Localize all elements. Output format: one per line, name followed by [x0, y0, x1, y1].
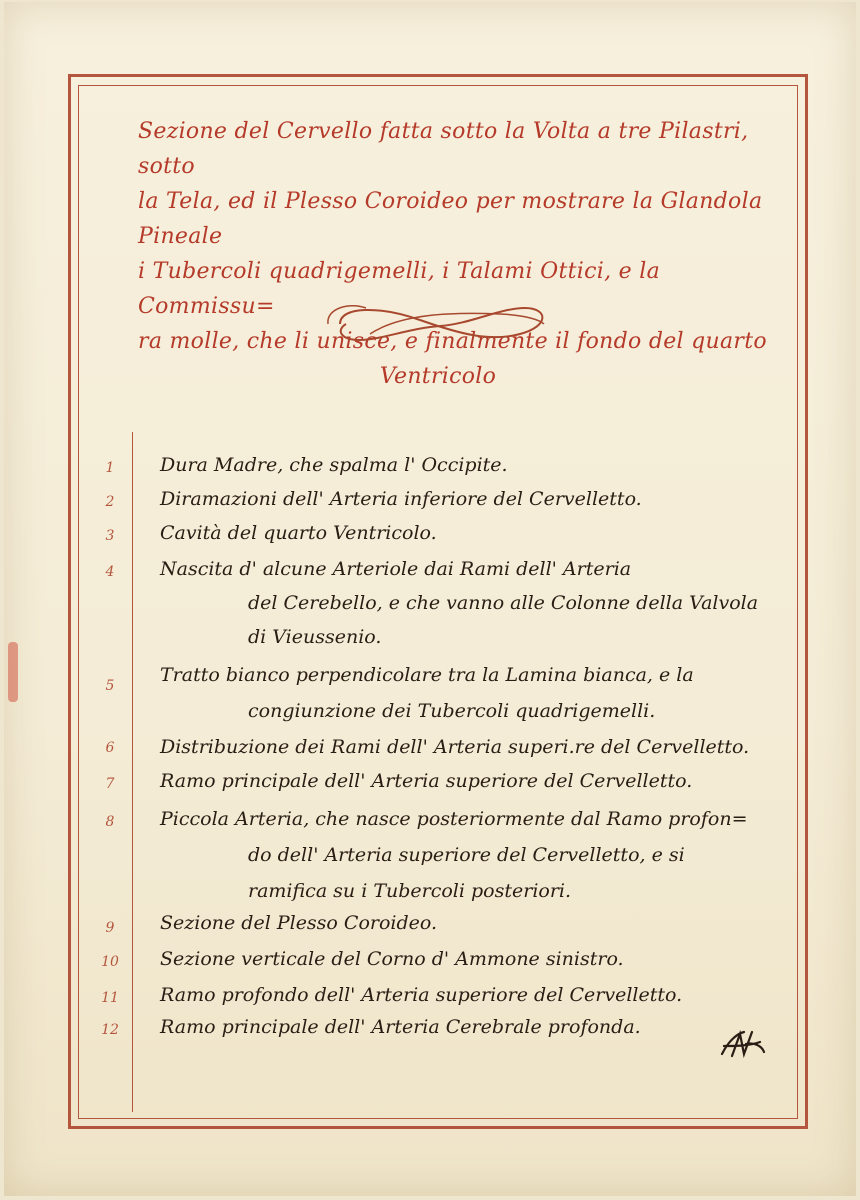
item-text: Ramo principale dell' Arteria Cerebrale profonda. [160, 1016, 641, 1038]
item-number: 7 [105, 776, 115, 792]
item-number: 5 [105, 678, 115, 694]
list-item [4, 664, 860, 730]
item-text: di Vieussenio. [248, 626, 382, 648]
item-text: Piccola Arteria, che nasce posteriormente dal Ramo profon= [160, 808, 748, 830]
list-item [4, 736, 860, 766]
item-number: 10 [101, 954, 119, 970]
item-text: Ramo profondo dell' Arteria superiore del Cervelletto. [160, 984, 683, 1006]
monogram-mark [714, 1024, 768, 1064]
item-number: 9 [105, 920, 115, 936]
list-item [4, 912, 860, 942]
item-number: 12 [101, 1022, 119, 1038]
title-line: ra molle, che li unisce, e finalmente il fondo del quarto [138, 329, 767, 354]
item-text: Sezione del Plesso Coroideo. [160, 912, 438, 934]
title-line: i Tubercoli quadrigemelli, i Talami Ottici, e la Commissu= [138, 259, 661, 319]
item-number: 2 [105, 494, 115, 510]
item-text: Tratto bianco perpendicolare tra la Lamina bianca, e la [160, 664, 694, 686]
item-text: Dura Madre, che spalma l' Occipite. [160, 454, 508, 476]
item-text: Cavità del quarto Ventricolo. [160, 522, 437, 544]
item-number: 3 [105, 528, 115, 544]
item-number: 1 [105, 460, 115, 476]
item-number: 6 [105, 740, 115, 756]
title-line: Sezione del Cervello fatta sotto la Volta a tre Pilastri, sotto [138, 119, 749, 179]
item-number: 8 [105, 814, 115, 830]
list-item [4, 808, 860, 908]
item-text: Diramazioni dell' Arteria inferiore del Cervelletto. [160, 488, 642, 510]
item-number: 11 [101, 990, 119, 1006]
list-item [4, 770, 860, 800]
flourish-ornament [320, 294, 560, 354]
title-line: Ventricolo [379, 364, 497, 389]
list-item [4, 488, 860, 518]
item-text: do dell' Arteria superiore del Cervelletto, e si [248, 844, 685, 866]
item-text: congiunzione dei Tubercoli quadrigemelli. [248, 700, 656, 722]
item-text: Distribuzione dei Rami dell' Arteria superi.re del Cervelletto. [160, 736, 750, 758]
list-item [4, 558, 860, 658]
item-text: Nascita d' alcune Arteriole dai Rami dell' Arteria [160, 558, 632, 580]
item-text: del Cerebello, e che vanno alle Colonne della Valvola [248, 592, 759, 614]
title-line: la Tela, ed il Plesso Coroideo per mostrare la Glandola Pineale [138, 189, 763, 249]
list-item [4, 984, 860, 1014]
list-item [4, 522, 860, 552]
item-text: Sezione verticale del Corno d' Ammone sinistro. [160, 948, 624, 970]
item-text: Ramo principale dell' Arteria superiore del Cervelletto. [160, 770, 693, 792]
list-item [4, 948, 860, 978]
item-number: 4 [105, 564, 115, 580]
item-text: ramifica su i Tubercoli posteriori. [248, 880, 572, 902]
manuscript-page [4, 2, 856, 1196]
list-item [4, 454, 860, 484]
